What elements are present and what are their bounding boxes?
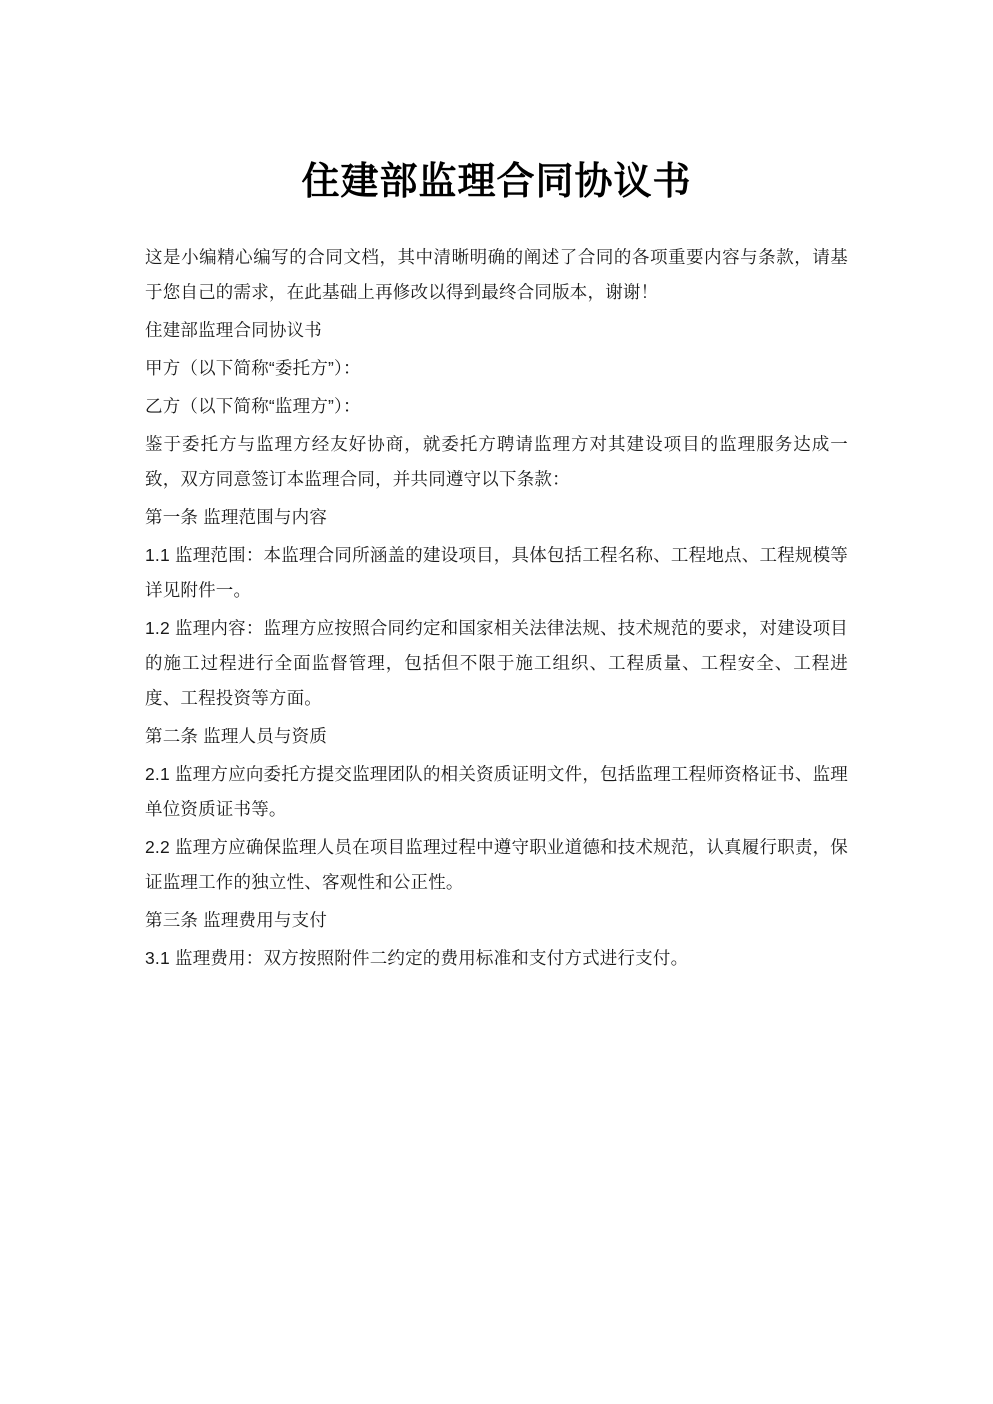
paragraph-party-b: 乙方（以下简称“监理方”）： xyxy=(145,395,361,416)
page-title: 住建部监理合同协议书 xyxy=(301,161,692,203)
clause-2-heading: 第二条 监理人员与资质 xyxy=(145,725,328,746)
clause-3-heading: 第三条 监理费用与支付 xyxy=(145,909,328,930)
document-body xyxy=(145,240,848,976)
clause-1-1: 1.1 监理范围：本监理合同所涵盖的建设项目，具体包括工程名称、工程地点、工程规模等详见附件一。 xyxy=(145,544,848,600)
paragraph-intro: 这是小编精心编写的合同文档，其中清晰明确的阐述了合同的各项重要内容与条款，请基于您自己的需求，在此基础上再修改以得到最终合同版本，谢谢！ xyxy=(145,246,848,302)
clause-3-1: 3.1 监理费用：双方按照附件二约定的费用标准和支付方式进行支付。 xyxy=(145,947,689,968)
clause-1-heading: 第一条 监理范围与内容 xyxy=(145,506,328,527)
paragraph-party-a: 甲方（以下简称“委托方”）： xyxy=(145,357,361,378)
clause-1-2: 1.2 监理内容：监理方应按照合同约定和国家相关法律法规、技术规范的要求，对建设项目的施工过程进行全面监督管理，包括但不限于施工组织、工程质量、工程安全、工程进度、工程投资等方面。 xyxy=(145,617,848,708)
clause-2-1: 2.1 监理方应向委托方提交监理团队的相关资质证明文件，包括监理工程师资格证书、监理单位资质证书等。 xyxy=(145,763,848,819)
paragraph-preamble: 鉴于委托方与监理方经友好协商，就委托方聘请监理方对其建设项目的监理服务达成一致，双方同意签订本监理合同，并共同遵守以下条款： xyxy=(145,433,848,489)
clause-2-2: 2.2 监理方应确保监理人员在项目监理过程中遵守职业道德和技术规范，认真履行职责，保证监理工作的独立性、客观性和公正性。 xyxy=(145,836,848,892)
paragraph-subtitle: 住建部监理合同协议书 xyxy=(145,319,322,340)
